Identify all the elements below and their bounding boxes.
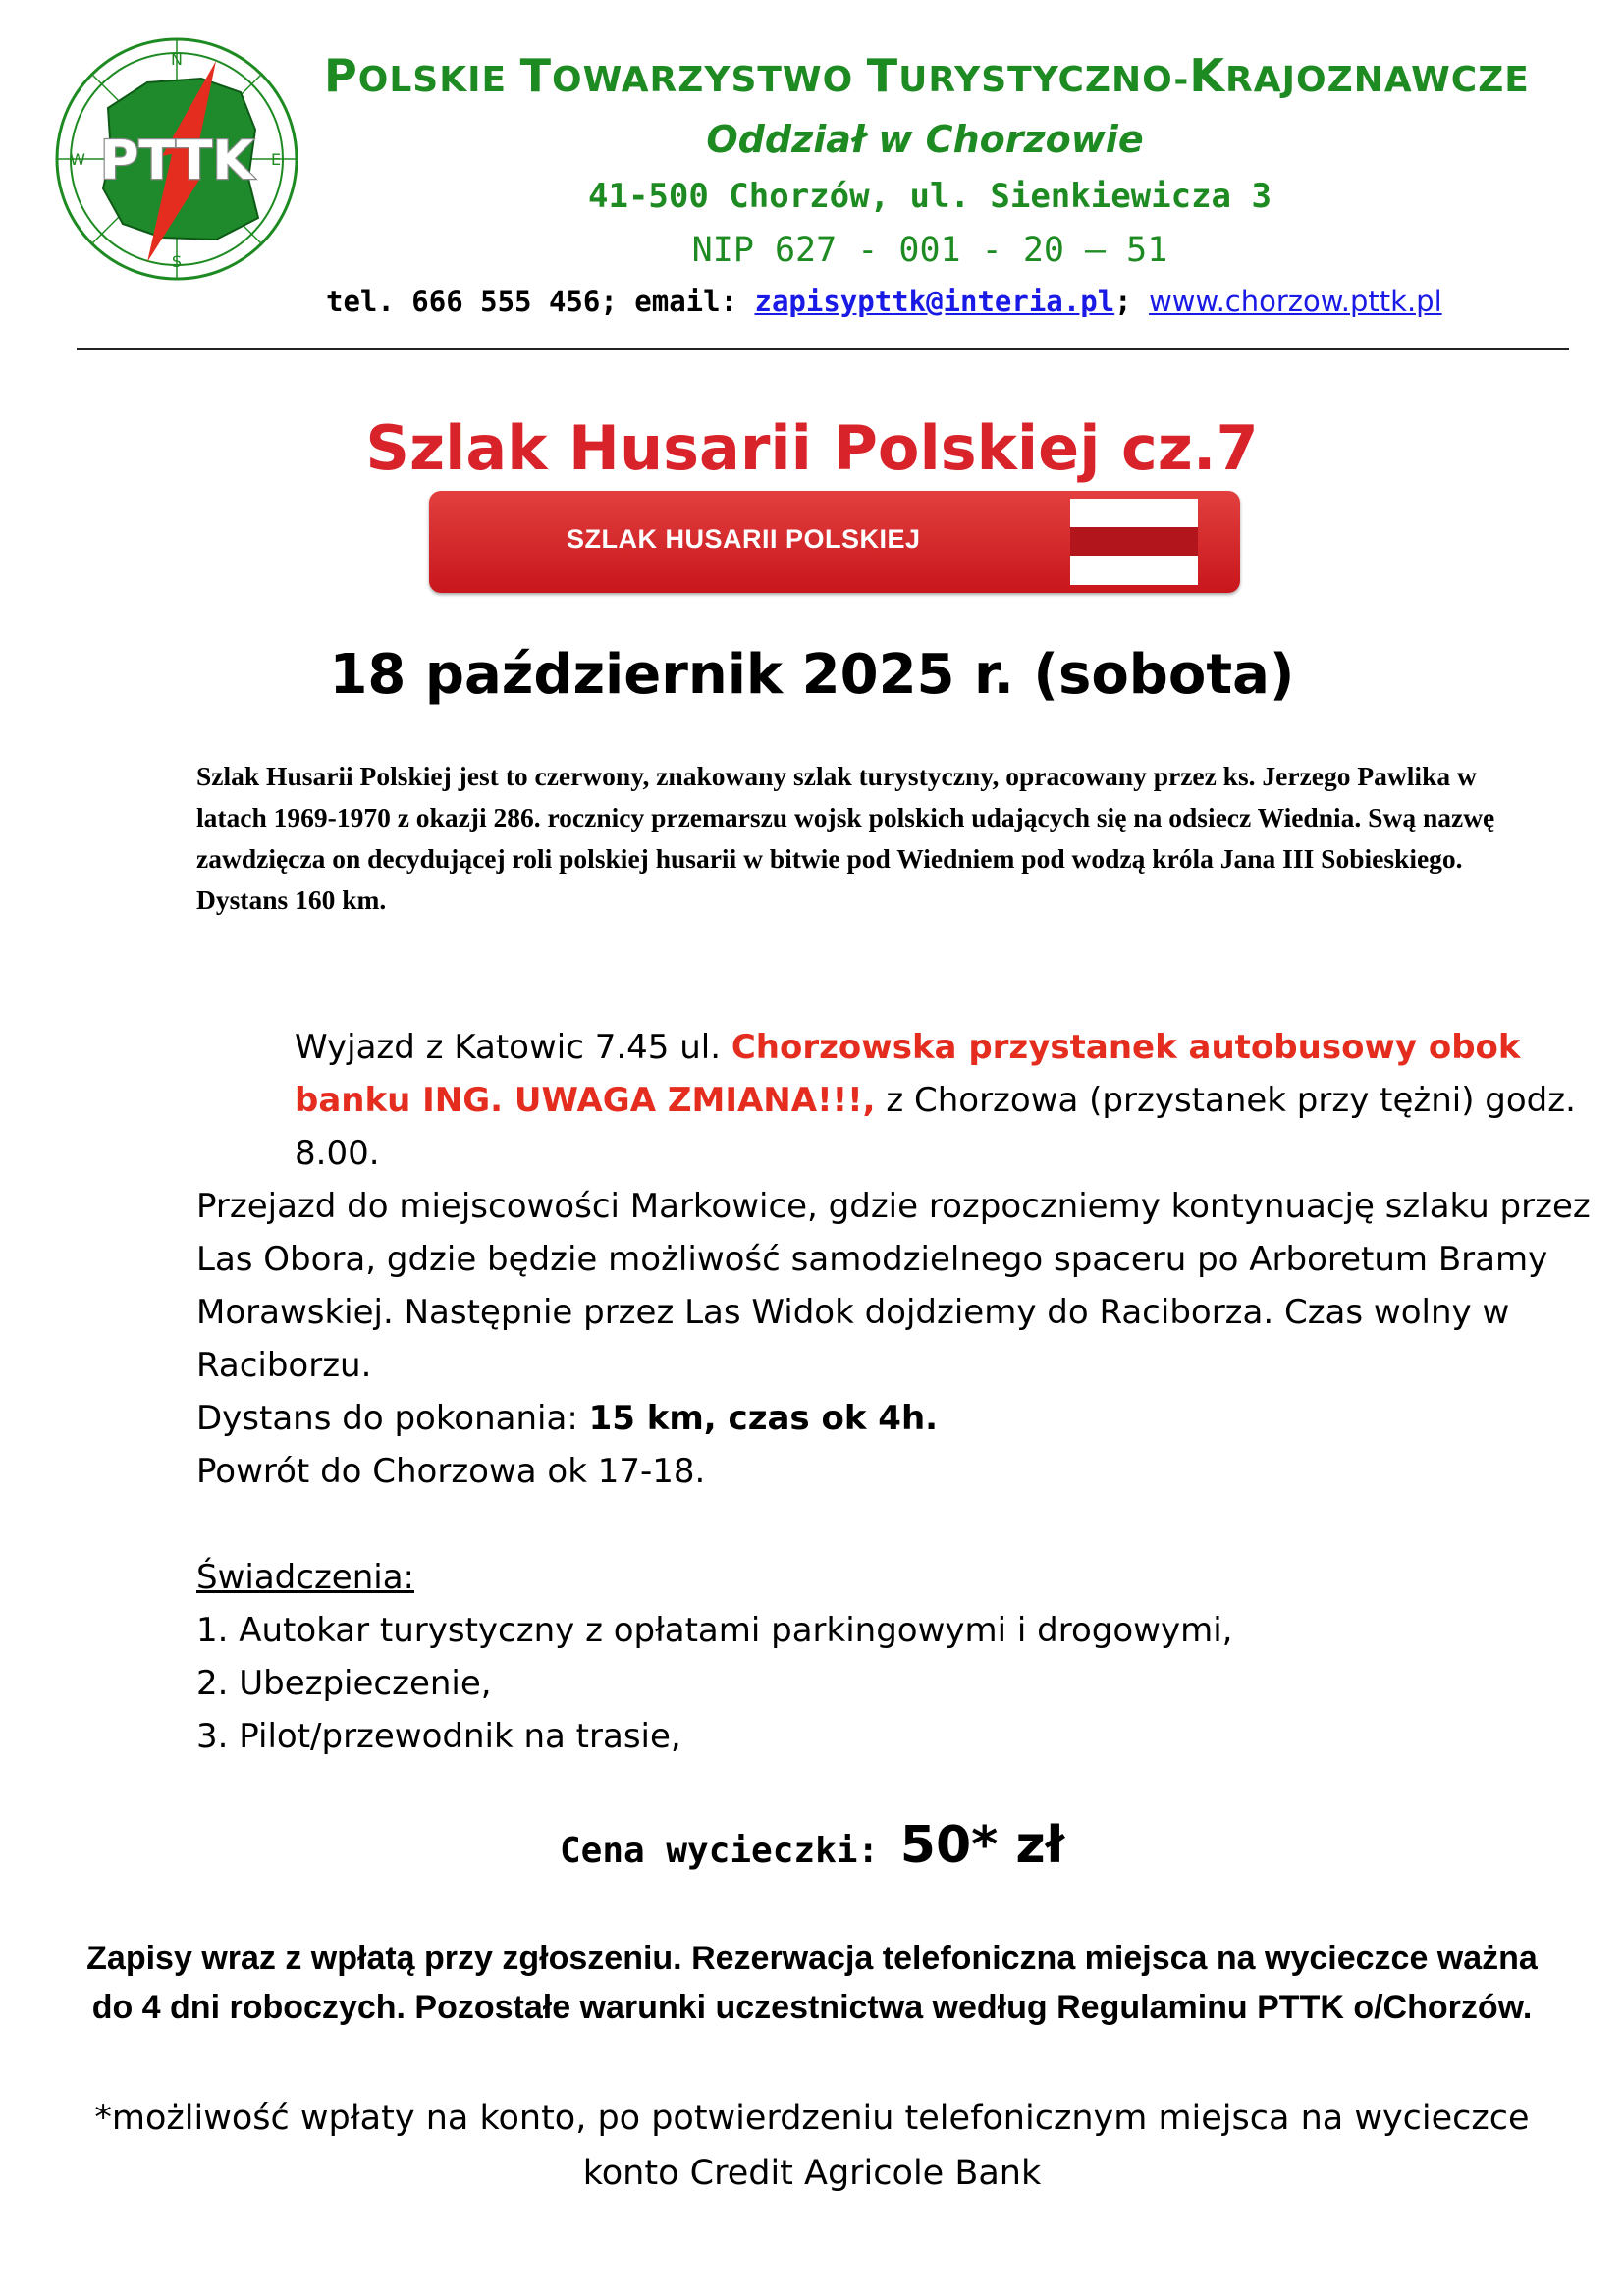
trail-sign [429,491,1240,593]
compass-n: N [171,50,183,69]
branch-name: Oddział w Chorzowie [706,118,1144,161]
org-rest: URYSTYCZNO- [898,60,1190,100]
itinerary [196,1021,1591,1763]
payment-note: *możliwość wpłaty na konto, po potwierdzeniu telefonicznym miejsca na wycieczce konto Credit Agricole Bank [94,2099,1530,2193]
trip-date: 18 październik 2025 r. (sobota) [329,643,1295,707]
trail-marker-stripes [1070,499,1198,585]
header-divider [77,348,1569,350]
website-link[interactable]: www.chorzow.pttk.pl [1149,285,1442,318]
logo-text: PTTK [99,130,254,191]
org-rest: OWARZYSTWO [552,60,867,100]
org-cap: K [1189,49,1226,102]
org-cap: T [519,49,552,102]
org-cap: T [866,49,899,102]
org-rest: RAJOZNAWCZE [1225,60,1530,100]
departure-suffix: z Chorzowa (przystanek przy tężni) godz. 8.00. [295,1081,1576,1173]
return-line: Powrót do Chorzowa ok 17-18. [196,1452,706,1491]
phone-text: tel. 666 555 456; email: [326,285,755,318]
org-rest: OLSKIE [357,60,520,100]
price-label: Cena wycieczki: [559,1831,900,1871]
service-item: 2. Ubezpieczenie, [196,1664,492,1703]
signup-terms: Zapisy wraz z wpłatą przy zgłoszeniu. Rezerwacja telefoniczna miejsca na wycieczce ważna do 4 dni roboczych. Pozostałe warunki uczestnictwa według Regulaminu PTTK o/Chorzów. [86,1940,1538,2026]
distance-value: 15 km, czas ok 4h. [588,1399,939,1438]
distance-line [196,1392,1591,1445]
address: 41-500 Chorzów, ul. Sienkiewicza 3 [588,177,1272,216]
trip-title: Szlak Husarii Polskiej cz.7 [365,412,1259,484]
departure-prefix: Wyjazd z Katowic 7.45 ul. [295,1028,731,1067]
nip-number: NIP 627 - 001 - 20 – 51 [691,231,1168,270]
trail-sign-text: SZLAK HUSARII POLSKIEJ [567,524,921,554]
trail-description: Szlak Husarii Polskiej jest to czerwony, znakowany szlak turystyczny, opracowany przez ks. Jerzego Pawlika w latach 1969-1970 z okazji 286. rocznicy przemarszu wojsk polskich udających się na odsiecz Wiednia. Swą nazwę zawdzięcza on decydującej roli polskiej husarii w bitwie pod Wiedniem pod wodzą króla Jana III Sobieskiego. Dystans 160 km. [196,761,1495,915]
services-heading: Świadczenia: [196,1558,414,1597]
compass-s: S [171,252,183,271]
route-paragraph: Przejazd do miejscowości Markowice, gdzie rozpoczniemy kontynuację szlaku przez Las Obora, gdzie będzie możliwość samodzielnego spaceru po Arboretum Bramy Morawskiej. Następnie przez Las Widok dojdziemy do Raciborza. Czas wolny w Raciborzu. [196,1187,1591,1385]
org-cap: P [324,49,358,102]
service-item: 3. Pilot/przewodnik na trasie, [196,1717,681,1756]
departure-paragraph [196,1021,1591,1180]
price-amount: 50* zł [899,1816,1064,1875]
organization-name [324,49,1600,102]
compass-e: E [270,150,282,169]
price-line [0,1816,1624,1875]
compass-w: W [70,150,85,169]
contact-line [326,285,1442,318]
contact-separator: ; [1114,285,1150,318]
service-item: 1. Autokar turystyczny z opłatami parkingowymi i drogowymi, [196,1611,1233,1650]
departure-highlight: Chorzowska przystanek autobusowy obok banku ING. UWAGA ZMIANA!!!, [295,1028,1521,1120]
email-link[interactable]: zapisypttk@interia.pl [754,285,1115,318]
distance-label: Dystans do pokonania: [196,1399,589,1438]
